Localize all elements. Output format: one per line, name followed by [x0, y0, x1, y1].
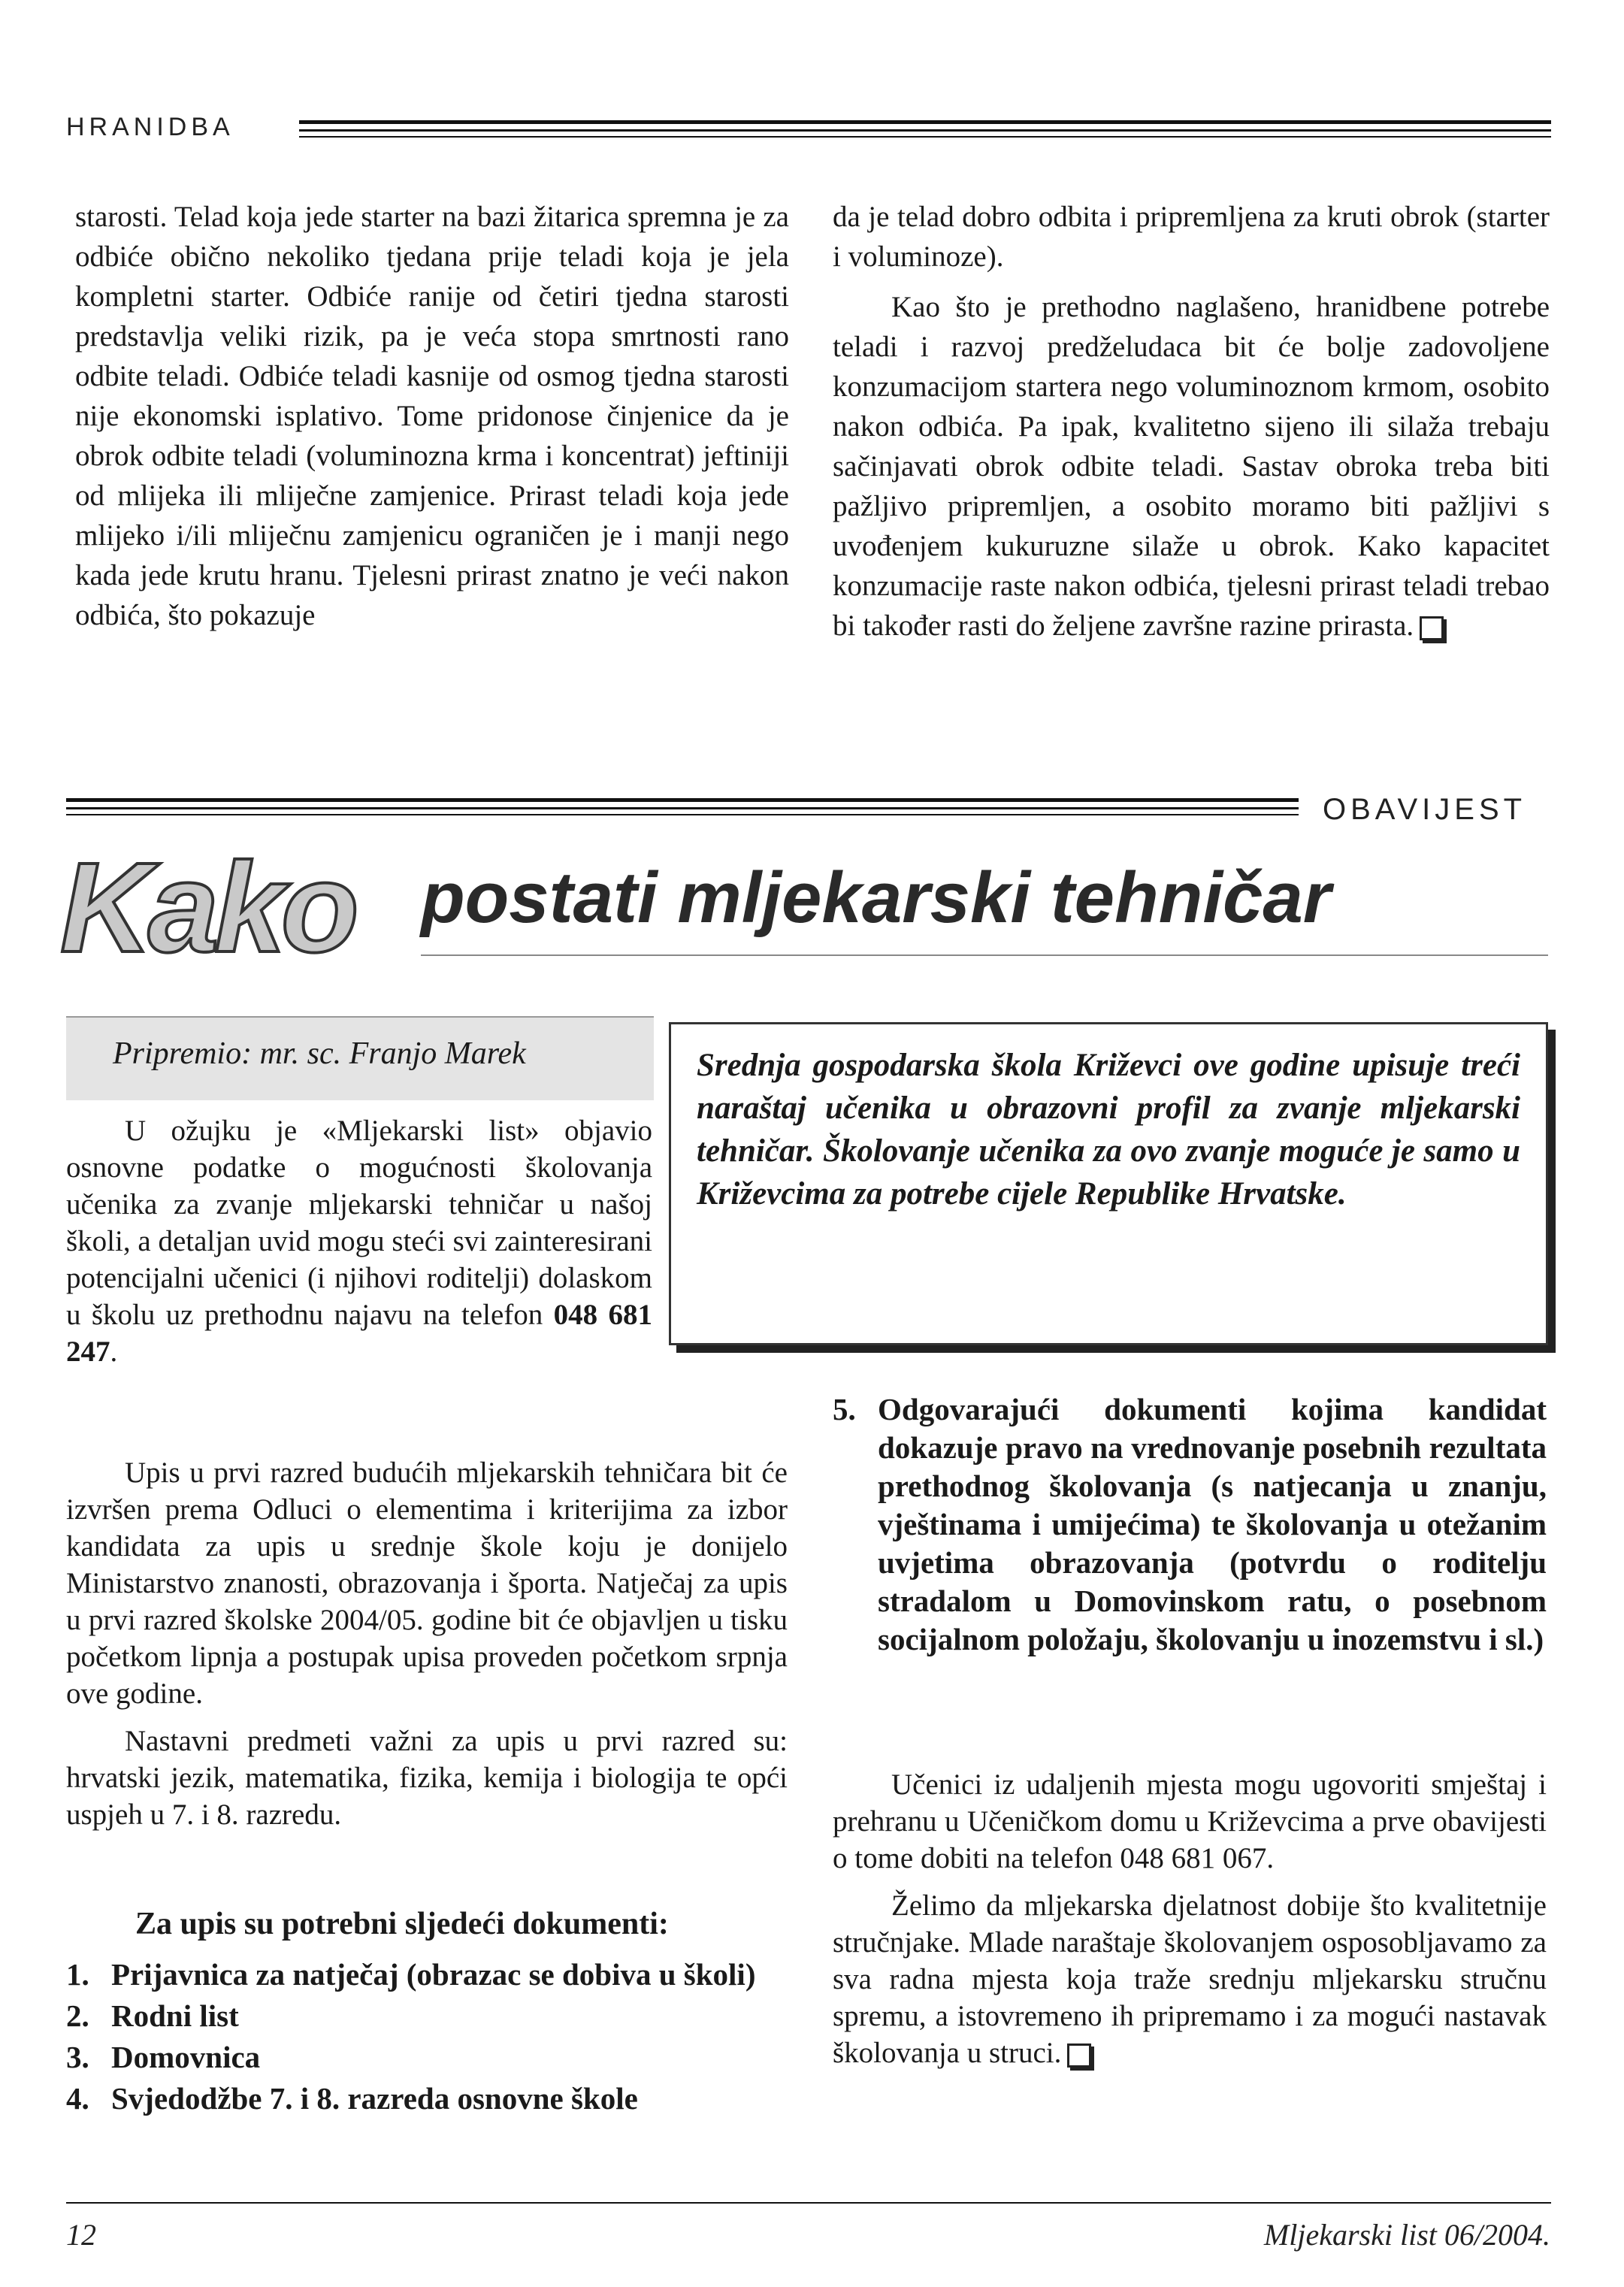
section-rule	[66, 798, 1299, 802]
documents-list	[66, 1954, 788, 2119]
footer-rule	[66, 2202, 1551, 2204]
list-item: 4. Svjedodžbe 7. i 8. razreda osnovne škole	[66, 2081, 638, 2116]
article-paragraph: Kao što je prethodno naglašeno, hranidbene potrebe teladi i razvoj predželudaca bit će bolje zadovoljene konzumacijom startera nego voluminoznom krmom, osobito nakon odbića. Pa ipak, kvalitetno sijeno ili silaža trebaju sačinjavati obrok odbite teladi. Sastav obroka treba biti pažljivo pripremljen, a osobito moramo biti pažljivi s uvođenjem kukuruzne silaže u obrok. Kako kapacitet konzumacije raste nakon odbića, tjelesni prirast teladi trebao bi također rasti do željene završne razine prirasta.	[833, 291, 1550, 642]
callout-box: Srednja gospodarska škola Križevci ove godine upisuje treći naraštaj učenika u obrazovni profil za zvanje mljekarski tehničar. Školovanje učenika za ovo zvanje moguće je samo u Križevcima za potrebe cijele Republike Hrvatske.	[669, 1022, 1548, 1345]
notice-column-left-upper	[66, 1112, 652, 1381]
section-label-obavijest: OBAVIJEST	[1323, 793, 1527, 826]
notice-paragraph: Učenici iz udaljenih mjesta mogu ugovoriti smještaj i prehranu u Učeničkom domu u Križevcima a prve obavijesti o tome dobiti na telefon 048 681 067.	[833, 1768, 1547, 1874]
documents-heading: Za upis su potrebni sljedeći dokumenti:	[135, 1907, 669, 1941]
header-rule	[299, 129, 1551, 132]
section-rule	[66, 807, 1299, 809]
header-rule	[299, 136, 1551, 138]
title-underline	[421, 954, 1548, 956]
article-title: postati mljekarski tehničar	[421, 858, 1332, 938]
page-number: 12	[66, 2218, 96, 2252]
article-paragraph: da je telad dobro odbita i pripremljena za kruti obrok (starter i voluminoze).	[833, 201, 1550, 273]
notice-paragraph: Upis u prvi razred budućih mljekarskih tehničara bit će izvršen prema Odluci o elementima i kriterijima za izbor kandidata za upis u srednje škole koju je donijelo Ministarstvo znanosti, obrazovanja i športa. Natječaj za upis u prvi razred školske 2004/05. godine bit će objavljen u tisku početkom lipnja a postupak upisa proveden početkom srpnja ove godine.	[66, 1457, 788, 1710]
list-item: 1. Prijavnica za natječaj (obrazac se dobiva u školi)	[66, 1957, 756, 1992]
article-column-left	[75, 197, 789, 646]
section-label-hranidba: HRANIDBA	[66, 113, 234, 141]
end-mark-icon	[1067, 2043, 1091, 2068]
section-rule	[66, 814, 1299, 815]
author: Pripremio: mr. sc. Franjo Marek	[113, 1036, 526, 1071]
title-kako: Kako	[60, 836, 355, 979]
document-item-5	[833, 1390, 1547, 1659]
article-column-right	[833, 197, 1550, 656]
list-item: 5. Odgovarajući dokumenti kojima kandidat dokazuje pravo na vrednovanje posebnih rezultata prethodnog školovanja (s natjecanja u znanju, vještinama i umijećima) te školovanja u otežanim uvjetima obrazovanja (potvrdu o roditelju stradalom u Domovinskom ratu, o posebnom socijalnom položaju, školovanju u inozemstvu i sl.)	[833, 1392, 1547, 1656]
notice-column-left	[66, 1454, 788, 1844]
end-mark-icon	[1420, 616, 1444, 640]
notice-paragraph: Nastavni predmeti važni za upis u prvi razred su: hrvatski jezik, matematika, fizika, kemija i biologija te opći uspjeh u 7. i 8. razredu.	[66, 1725, 788, 1831]
list-item: 2. Rodni list	[66, 1998, 239, 2033]
header-rule	[299, 120, 1551, 124]
notice-column-right	[833, 1766, 1547, 2082]
publication-name: Mljekarski list 06/2004.	[1263, 2218, 1550, 2252]
list-item: 3. Domovnica	[66, 2040, 261, 2074]
article-paragraph: starosti. Telad koja jede starter na bazi žitarica spremna je za odbiće obično nekoliko tjedana prije teladi koja je jela kompletni starter. Odbiće ranije od četiri tjedna starosti predstavlja veliki rizik, pa je veća stopa smrtnosti rano odbite teladi. Odbiće teladi kasnije od osmog tjedna starosti nije ekonomski isplativo. Tome pridonose činjenice da je obrok odbite teladi (voluminozna krma i koncentrat) jeftiniji od mlijeka ili mliječne zamjenice. Prirast teladi koja jede mlijeko i/ili mliječnu zamjenicu ograničen je i manji nego kada jede krutu hranu. Tjelesni prirast znatno je veći nakon odbića, što pokazuje	[75, 201, 789, 631]
notice-paragraph: Želimo da mljekarska djelatnost dobije što kvalitetnije stručnjake. Mlade naraštaje školovanjem osposobljavamo za sva radna mjesta koja traže srednju mljekarsku stručnu spremu, a istovremeno ih pripremamo i za mogući nastavak školovanja u struci.	[833, 1889, 1547, 2069]
notice-paragraph: U ožujku je «Mljekarski list» objavio osnovne podatke o mogućnosti školovanja učenika za zvanje mljekarski tehničar u našoj školi, a detaljan uvid mogu steći svi zainteresirani potencijalni učenici (i njihovi roditelji) dolaskom u školu uz prethodnu najavu na telefon 048 681 247.	[66, 1115, 652, 1368]
